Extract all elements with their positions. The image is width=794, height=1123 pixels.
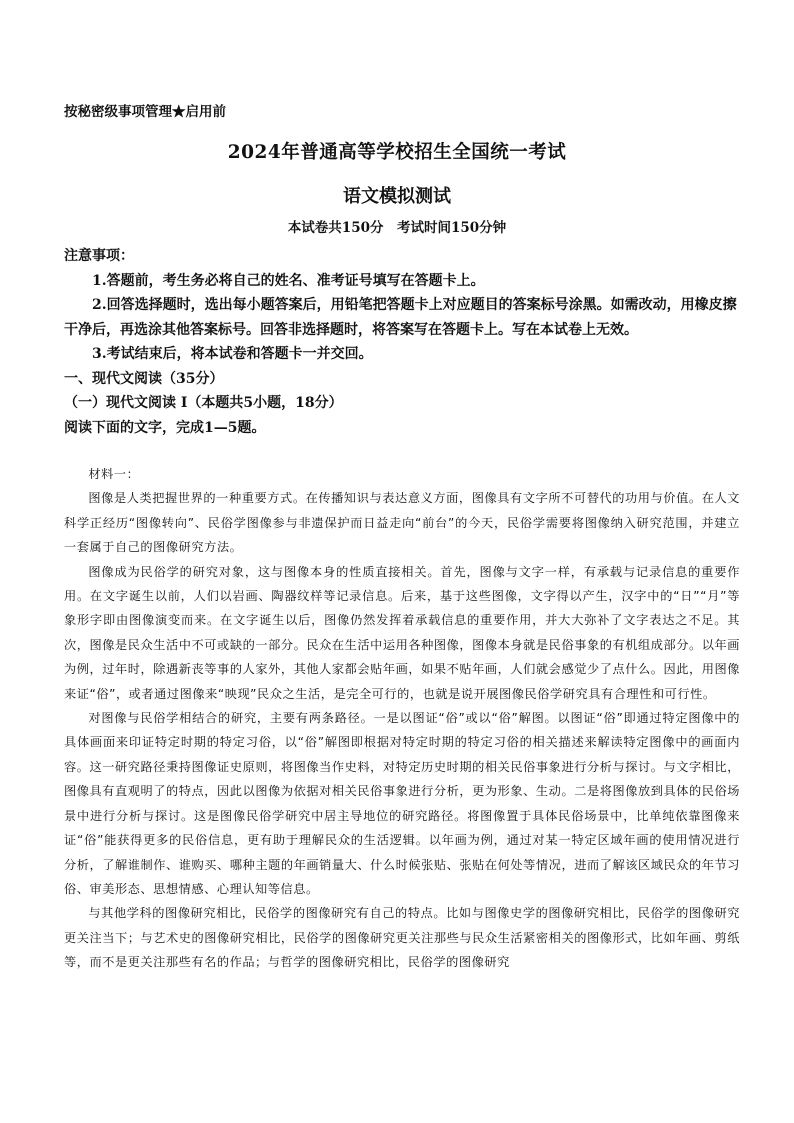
- notice-item: 2.回答选择题时，选出每小题答案后，用铅笔把答题卡上对应题目的答案标号涂黑。如需改动，用橡皮擦干净后，再选涂其他答案标号。回答非选择题时，将答案写在答题卡上。写在本试卷上无效。: [64, 297, 737, 338]
- notice-item: 3.考试结束后，将本试卷和答题卡一并交回。: [92, 346, 373, 362]
- material-label: 材料一：: [88, 467, 140, 481]
- passage-paragraph: 图像是人类把握世界的一种重要方式。在传播知识与表达意义方面，图像具有文字所不可替代的功用与价值。在人文科学正经历“图像转向”、民俗学图像参与非遗保护而日益走向“前台”的今天，民俗学需要将图像纳入研究范围，并建立一套属于自己的图像研究方法。: [64, 491, 740, 555]
- notice-heading: 注意事项：: [64, 248, 134, 264]
- passage-paragraph: 与其他学科的图像研究相比，民俗学的图像研究有自己的特点。比如与图像史学的图像研究相比，民俗学的图像研究更关注当下；与艺术史的图像研究相比，民俗学的图像研究更关注那些与民众生活紧密相关的图像形式，比如年画、剪纸等，而不是更关注那些有名的作品；与哲学的图像研究相比，民俗学的图像研究: [64, 906, 740, 970]
- notice-section: [64, 244, 740, 440]
- exam-meta: 本试卷共150分 考试时间150分钟: [287, 220, 507, 236]
- passage-paragraph: 图像成为民俗学的研究对象，这与图像本身的性质直接相关。首先，图像与文字一样，有承载与记录信息的重要作用。在文字诞生以前，人们以岩画、陶器纹样等记录信息。后来，基于这些图像，文字得以产生，汉字中的“日”“月”等象形字即由图像演变而来。在文字诞生以后，图像仍然发挥着承载信息的重要作用，并大大弥补了文字表达之不足。其次，图像是民众生活中不可或缺的一部分。民众在生活中运用各种图像，图像本身就是民俗事象的有机组成部分。以年画为例，过年时，除遇新丧等事的人家外，其他人家都会贴年画，如果不贴年画，人们就会感觉少了点什么。因此，用图像来证“俗”，或者通过图像来“映现”民众之生活，是完全可行的，也就是说开展图像民俗学研究具有合理性和可行性。: [64, 564, 740, 701]
- subsection-heading: （一）现代文阅读 I（本题共5小题，18分）: [64, 395, 343, 411]
- paper-title: 语文模拟测试: [343, 186, 451, 207]
- reading-instruction: 阅读下面的文字，完成1—5题。: [64, 419, 266, 436]
- notice-item: 1.答题前，考生务必将自己的姓名、准考证号填写在答题卡上。: [92, 272, 485, 289]
- passage: [64, 462, 740, 975]
- passage-paragraph: 对图像与民俗学相结合的研究，主要有两条路径。一是以图证“俗”或以“俗”解图。以图证“俗”即通过特定图像中的具体画面来印证特定时期的特定习俗，以“俗”解图即根据对特定时期的特定习俗的相关描述来解读特定图像中的画面内容。这一研究路径秉持图像证史原则，将图像当作史料，对特定历史时期的相关民俗事象进行分析与探讨。与文字相比，图像具有直观明了的特点，因此以图像为依据对相关民俗事象进行分析，更为形象、生动。二是将图像放到具体的民俗场景中进行分析与探讨。这是图像民俗学研究中居主导地位的研究路径。将图像置于具体民俗场景中，比单纯依靠图像来证“俗”能获得更多的民俗信息，更有助于理解民众的生活逻辑。以年画为例，通过对某一特定区域年画的使用情况进行分析，了解谁制作、谁购买、哪种主题的年画销量大、什么时候张贴、张贴在何处等情况，进而了解该区域民众的年节习俗、审美形态、思想情感、心理认知等信息。: [64, 711, 740, 896]
- section-heading: 一、现代文阅读（35分）: [64, 370, 224, 387]
- exam-title: 2024年普通高等学校招生全国统一考试: [227, 142, 567, 163]
- secret-label: 按秘密级事项管理★启用前: [64, 104, 226, 120]
